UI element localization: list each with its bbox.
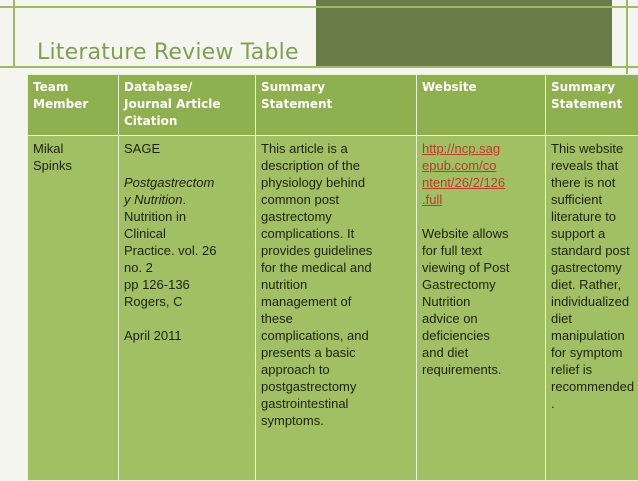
header-team-member [28, 75, 119, 136]
link-line: .full [422, 191, 540, 208]
literature-table [27, 74, 638, 481]
decorative-rule [0, 6, 638, 8]
cell-line: complications. It [261, 225, 411, 242]
cell-line: Website allows [422, 225, 540, 242]
spacer [124, 310, 250, 327]
link-line: epub.com/co [422, 157, 540, 174]
cell-website [417, 136, 546, 481]
cell-summary-statement-2 [546, 136, 638, 481]
header-line: Journal Article [124, 96, 250, 113]
cell-line: Practice. vol. 26 [124, 242, 250, 259]
link-line: ntent/26/2/126 [422, 174, 540, 191]
cell-line: reveals that [551, 157, 638, 174]
website-link[interactable] [422, 140, 540, 208]
cell-line: relief is [551, 361, 638, 378]
cell-line: presents a basic [261, 344, 411, 361]
cell-line: Nutrition in [124, 208, 250, 225]
cell-line: there is not [551, 174, 638, 191]
cell-line: Gastrectomy [422, 276, 540, 293]
cell-line: for full text [422, 242, 540, 259]
cell-line: Mikal [33, 140, 113, 157]
header-summary-statement-2 [546, 75, 638, 136]
cell-line: for the medical and [261, 259, 411, 276]
header-line: Website [422, 79, 540, 96]
cell-line: This website [551, 140, 638, 157]
cell-line: diet [551, 310, 638, 327]
cell-line: individualized [551, 293, 638, 310]
table-header-row [28, 75, 638, 136]
spacer [124, 157, 250, 174]
cell-line: nutrition [261, 276, 411, 293]
cell-line: management of [261, 293, 411, 310]
cell-line: support a [551, 225, 638, 242]
cell-line: pp 126-136 [124, 276, 250, 293]
cell-team-member [28, 136, 119, 481]
cell-line: physiology behind [261, 174, 411, 191]
header-line: Summary [261, 79, 411, 96]
header-line: Statement [551, 96, 638, 113]
cell-line: This article is a [261, 140, 411, 157]
table-row [28, 136, 638, 481]
decorative-square [316, 0, 612, 66]
header-line: Statement [261, 96, 411, 113]
cell-line: and diet [422, 344, 540, 361]
cell-line: requirements. [422, 361, 540, 378]
literature-table-container [27, 74, 611, 474]
cell-line: common post [261, 191, 411, 208]
header-line: Team [33, 79, 113, 96]
cell-line: diet. Rather, [551, 276, 638, 293]
header-summary-statement [256, 75, 417, 136]
cell-line: for symptom [551, 344, 638, 361]
cell-line: gastrectomy [551, 259, 638, 276]
cell-line: approach to [261, 361, 411, 378]
spacer [422, 208, 540, 225]
cell-line: complications, and [261, 327, 411, 344]
cell-line: gastrointestinal [261, 395, 411, 412]
cell-summary-statement [256, 136, 417, 481]
link-line: http://ncp.sag [422, 140, 540, 157]
cell-line: Spinks [33, 157, 113, 174]
cell-line: standard post [551, 242, 638, 259]
cell-line: manipulation [551, 327, 638, 344]
cell-database-citation [119, 136, 256, 481]
decorative-rule [13, 0, 15, 66]
cell-line: deficiencies [422, 327, 540, 344]
cell-text: . [183, 192, 187, 207]
cell-line: symptoms. [261, 412, 411, 429]
publication-date: April 2011 [124, 327, 250, 344]
cell-line: sufficient [551, 191, 638, 208]
header-line: Citation [124, 113, 250, 130]
cell-line: description of the [261, 157, 411, 174]
cell-line: Clinical [124, 225, 250, 242]
cell-line: gastrectomy [261, 208, 411, 225]
cell-line: recommended [551, 378, 638, 395]
cell-line: viewing of Post [422, 259, 540, 276]
header-line: Database/ [124, 79, 250, 96]
cell-line: Rogers, C [124, 293, 250, 310]
journal-title: Postgastrectom [124, 174, 250, 191]
journal-title: y Nutrition [124, 192, 183, 207]
header-database-citation [119, 75, 256, 136]
cell-line: Nutrition [422, 293, 540, 310]
cell-line: advice on [422, 310, 540, 327]
cell-line: provides guidelines [261, 242, 411, 259]
cell-line: . [551, 395, 638, 412]
header-website [417, 75, 546, 136]
cell-line: no. 2 [124, 259, 250, 276]
cell-line: literature to [551, 208, 638, 225]
database-name: SAGE [124, 140, 250, 157]
header-line: Member [33, 96, 113, 113]
cell-line: these [261, 310, 411, 327]
cell-line: postgastrectomy [261, 378, 411, 395]
header-line: Summary [551, 79, 638, 96]
slide-title: Literature Review Table [37, 40, 299, 65]
decorative-rule [0, 66, 638, 68]
